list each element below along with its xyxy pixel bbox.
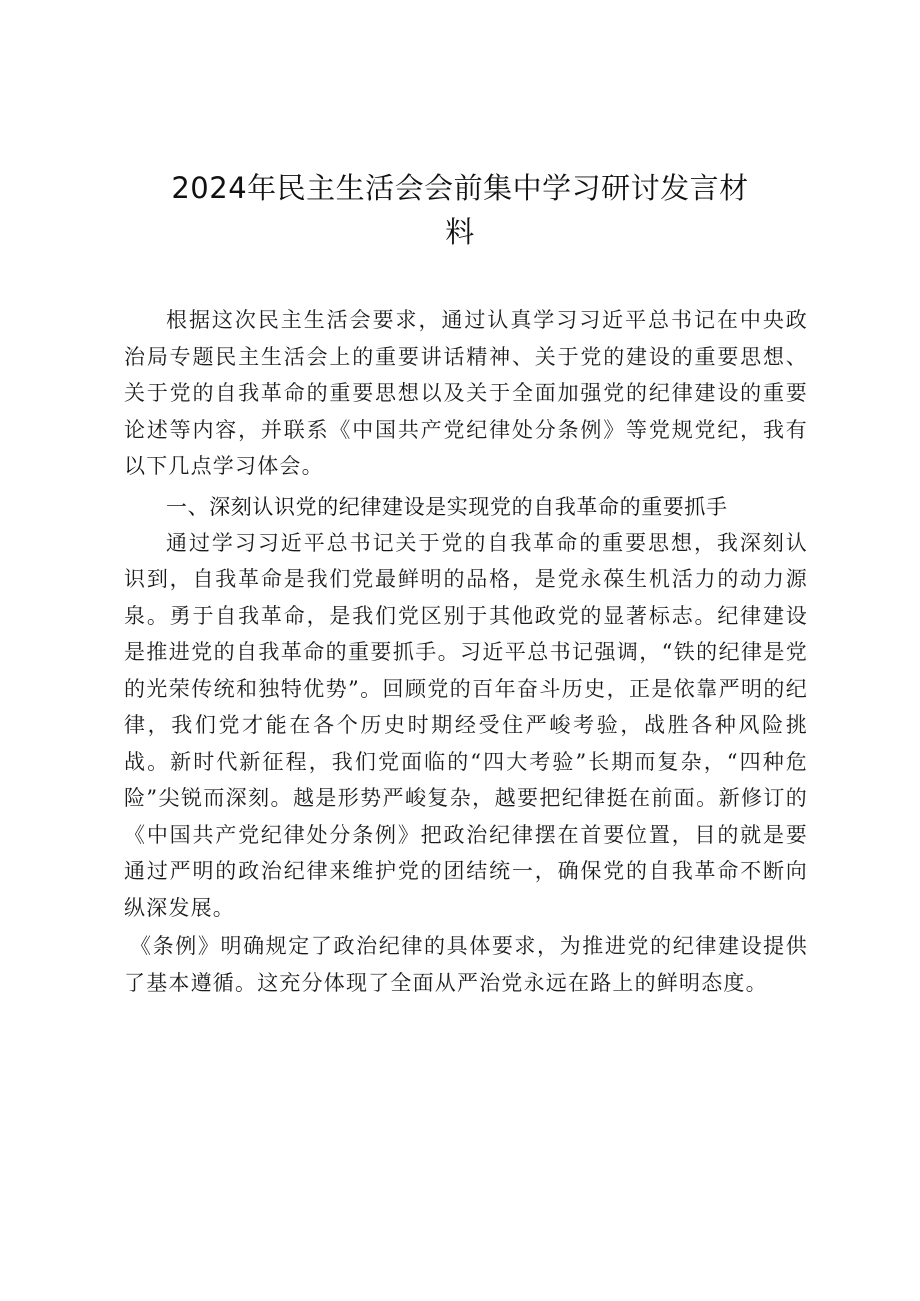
section-1-paragraph-1: 通过学习习近平总书记关于党的自我革命的重要思想，我深刻认识到，自我革命是我们党最鲜明的品格，是党永葆生机活力的动力源泉。勇于自我革命，是我们党区别于其他政党的显著标志。纪律建设是推进党的自我革命的重要抓手。习近平总书记强调，“铁的纪律是党的光荣传统和独特优势”。回顾党的百年奋斗历史，正是依靠严明的纪律，我们党才能在各个历史时期经受住严峻考验，战胜各种风险挑战。新时代新征程，我们党面临的“四大考验”长期而复杂，“四种危险”尖锐而深刻。越是形势严峻复杂，越要把纪律挺在前面。新修订的《中国共产党纪律处分条例》把政治纪律摆在首要位置，目的就是要通过严明的政治纪律来维护党的团结统一，确保党的自我革命不断向纵深发展。 (124, 530, 808, 920)
section-1-paragraph-2: 《条例》明确规定了政治纪律的具体要求，为推进党的纪律建设提供了基本遵循。这充分体现了全面从严治党永远在路上的鲜明态度。 (124, 934, 808, 995)
title-line-2: 料 (445, 215, 475, 249)
intro-paragraph: 根据这次民主生活会要求，通过认真学习习近平总书记在中央政治局专题民主生活会上的重要讲话精神、关于党的建设的重要思想、关于党的自我革命的重要思想以及关于全面加强党的纪律建设的重要论述等内容，并联系《中国共产党纪律处分条例》等党规党纪，我有以下几点学习体会。 (124, 308, 808, 478)
document-body (124, 302, 808, 1001)
title-line-1: 2024年民主生活会会前集中学习研讨发言材 (171, 171, 749, 205)
section-1-heading: 一、深刻认识党的纪律建设是实现党的自我革命的重要抓手 (166, 494, 728, 519)
document-title (110, 166, 810, 254)
